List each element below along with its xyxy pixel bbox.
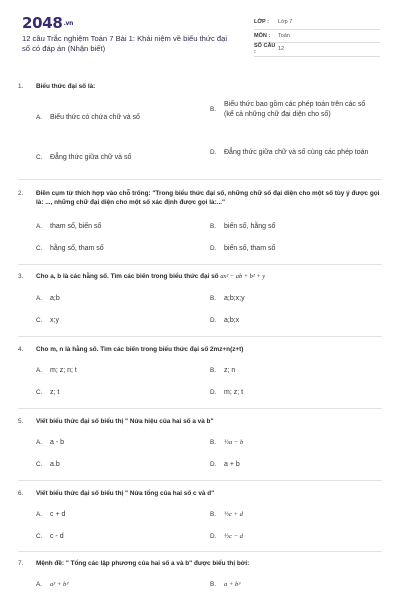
option-letter: A.: [36, 295, 43, 302]
divider: [18, 551, 382, 552]
option-letter: A.: [36, 367, 43, 374]
option-letter: D.: [210, 461, 217, 468]
option-b[interactable]: B. Biểu thức bao gồm các phép toán trên các số (kể cả những chữ đại diện cho số): [210, 101, 366, 118]
meta-row-class: [254, 16, 380, 30]
question-number: 4.: [18, 346, 24, 353]
meta-value: Lớp 7: [278, 19, 293, 26]
option-letter: C.: [36, 533, 43, 540]
option-d[interactable]: D. m; z; t: [210, 389, 244, 396]
meta-value: Toán: [278, 32, 290, 39]
option-b[interactable]: B. a + b³: [210, 581, 241, 588]
option-d[interactable]: D. Đẳng thức giữa chữ và số cùng các phép toán: [210, 149, 369, 156]
option-b[interactable]: B. ½c + d: [210, 511, 243, 518]
question-text: Mệnh đề: " Tổng các lập phương của hai số a và b" được biểu thị bởi:: [36, 560, 250, 567]
option-letter: A.: [36, 439, 43, 446]
option-letter: D.: [210, 389, 217, 396]
question-text: Viết biểu thức đại số biểu thị " Nửa hiệu của hai số a và b": [36, 418, 214, 425]
option-b[interactable]: B. z; n: [210, 367, 236, 374]
meta-row-subject: [254, 30, 380, 44]
option-letter: B.: [210, 367, 217, 374]
option-letter: D.: [210, 533, 217, 540]
question-text: Cho a, b là các hằng số. Tìm các biến trong biểu thức đại số: [36, 273, 219, 280]
question-number: 5.: [18, 418, 24, 425]
question-number: 1.: [18, 83, 24, 90]
question-number: 3.: [18, 273, 24, 280]
question-text: Cho m, n là hằng số. Tìm các biến trong biểu thức đại số 2mz+n(z+t): [36, 346, 244, 353]
divider: [18, 408, 382, 409]
option-letter: B.: [210, 106, 217, 113]
option-b[interactable]: B. ½a − b: [210, 439, 244, 446]
option-letter: A.: [36, 223, 43, 230]
question-number: 7.: [18, 560, 24, 567]
option-d[interactable]: D. a;b;x: [210, 317, 240, 324]
option-letter: D.: [210, 149, 217, 156]
meta-key: LỚP :: [254, 19, 269, 26]
option-c[interactable]: C. hằng số, tham số: [36, 245, 104, 252]
option-a[interactable]: A. tham số, biến số: [36, 223, 102, 230]
option-b[interactable]: B. a;b;x;y: [210, 295, 245, 302]
meta-row-count: [254, 43, 380, 57]
question-text: Biểu thức đại số là:: [36, 83, 96, 90]
meta-table: [254, 16, 380, 57]
option-a[interactable]: A. m; z; n; t: [36, 367, 77, 374]
meta-key: MÔN :: [254, 32, 271, 39]
meta-value: 12: [278, 46, 285, 53]
question-text: Viết biểu thức đại số biểu thị " Nửa tổng của hai số c và d": [36, 490, 215, 497]
option-letter: A.: [36, 511, 43, 518]
option-letter: C.: [36, 461, 43, 468]
meta-key: SỐ CÂU :: [254, 43, 276, 56]
document-title: 12 câu Trắc nghiệm Toán 7 Bài 1: Khái niệm về biểu thức đại số có đáp án (Nhận biết): [22, 34, 228, 53]
option-letter: D.: [210, 245, 217, 252]
divider: [18, 179, 382, 180]
option-letter: C.: [36, 317, 43, 324]
option-letter: D.: [210, 317, 217, 324]
option-c[interactable]: C. a.b: [36, 461, 60, 468]
document-header: [22, 14, 382, 64]
option-b[interactable]: B. biến số, hằng số: [210, 223, 276, 230]
question-math: ax² − ab + b² + y: [220, 273, 266, 280]
option-letter: B.: [210, 581, 217, 588]
divider: [18, 264, 382, 265]
option-c[interactable]: C. Đẳng thức giữa chữ và số: [36, 154, 132, 161]
option-d[interactable]: D. biến số, tham số: [210, 245, 276, 252]
option-c[interactable]: C. z; t: [36, 389, 60, 396]
question-number: 2.: [18, 190, 24, 197]
option-a[interactable]: A. a;b: [36, 295, 60, 302]
question-7: [18, 559, 382, 568]
question-5: [18, 417, 382, 426]
option-a[interactable]: A. a³ + b³: [36, 581, 69, 588]
option-d[interactable]: D. ½c − d: [210, 533, 243, 540]
question-text: Điền cụm từ thích hợp vào chỗ trống: "Trong biểu thức đại số, những chữ số đại diện cho một số tùy ý được gọi là: ..., những chữ đại diện cho một số xác định được gọi là:...": [36, 190, 380, 206]
option-a[interactable]: A. Biểu thức có chứa chữ và số: [36, 114, 140, 121]
option-c[interactable]: C. c - d: [36, 533, 64, 540]
question-3: [18, 272, 382, 281]
option-letter: B.: [210, 223, 217, 230]
option-letter: B.: [210, 295, 217, 302]
option-letter: B.: [210, 439, 217, 446]
option-a[interactable]: A. a - b: [36, 439, 65, 446]
option-c[interactable]: C. x;y: [36, 317, 59, 324]
option-letter: C.: [36, 245, 43, 252]
option-d[interactable]: D. a + b: [210, 461, 240, 468]
question-6: [18, 489, 382, 498]
option-letter: B.: [210, 511, 217, 518]
question-4: [18, 345, 382, 354]
question-1: [18, 82, 382, 91]
site-logo[interactable]: 2048.vn: [22, 14, 74, 32]
divider: [18, 336, 382, 337]
divider: [18, 480, 382, 481]
question-number: 6.: [18, 490, 24, 497]
question-2: [18, 189, 382, 207]
option-letter: C.: [36, 389, 43, 396]
option-letter: C.: [36, 154, 43, 161]
option-letter: A.: [36, 114, 43, 121]
option-a[interactable]: A. c + d: [36, 511, 66, 518]
option-letter: A.: [36, 581, 43, 588]
